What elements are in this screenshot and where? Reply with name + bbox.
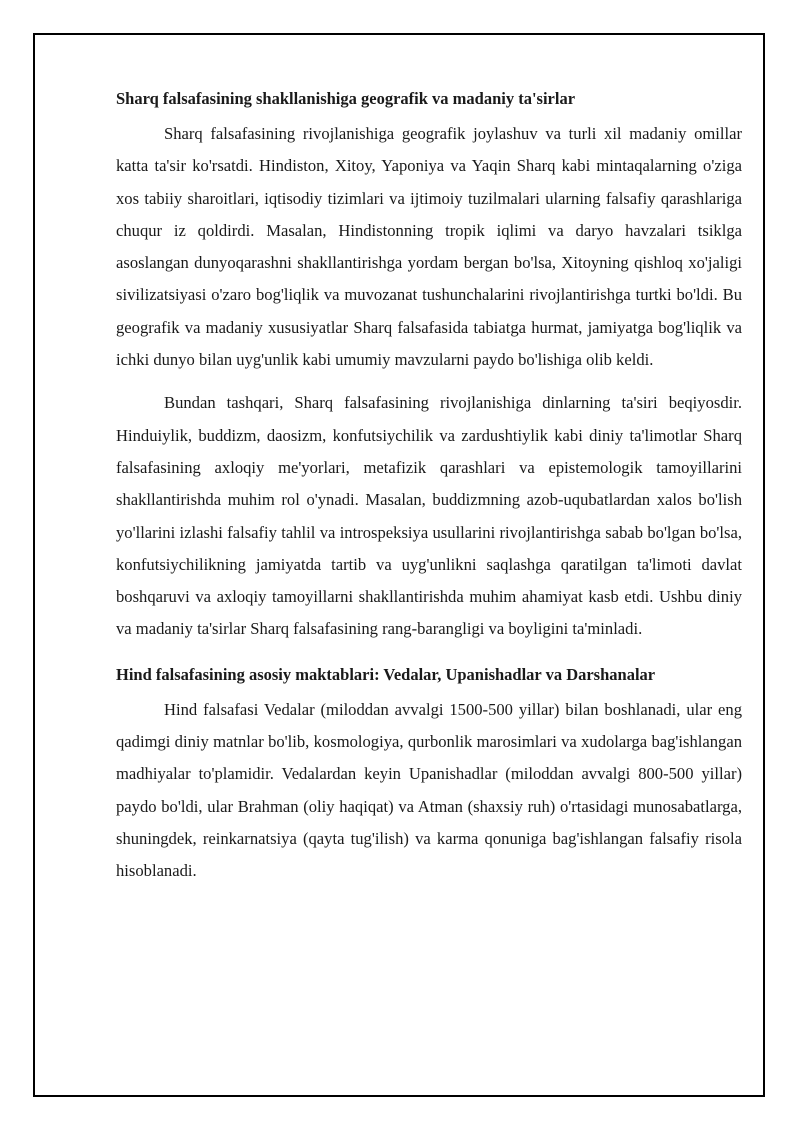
section-heading-indian-philosophy-schools: Hind falsafasining asosiy maktablari: Vedalar, Upanishadlar va Darshanalar bbox=[116, 664, 656, 684]
paragraph-vedas-upanishads: Hind falsafasi Vedalar (miloddan avvalgi 1500-500 yillar) bilan boshlanadi, ular eng qadimgi diniy matnlar bo'lib, kosmologiya, qurbonlik marosimlari va xudolarga bag'ishlangan madhiyalar to'plamidir. Vedalardan keyin Upanishadlar (miloddan avvalgi 800-500 yillar) paydo bo'ldi, ular Brahman (oliy haqiqat) va Atman (shaxsiy ruh) o'rtasidagi munosabatlarga, shuningdek, reinkarnatsiya (qayta tug'ilish) va karma qonuniga bag'ishlangan falsafiy risola hisoblanadi. bbox=[116, 699, 742, 881]
paragraph-geographic-influences: Sharq falsafasining rivojlanishiga geografik joylashuv va turli xil madaniy omillar katta ta'sir ko'rsatdi. Hindiston, Xitoy, Yaponiya va Yaqin Sharq kabi mintaqalarning o'ziga xos tabiiy sharoitlari, iqtisodiy tizimlari va ijtimoiy tuzilmalari ularning falsafiy qarashlariga chuqur iz qoldirdi. Masalan, Hindistonning tropik iqlimi va daryo havzalari tsiklga asoslangan dunyoqarashni shakllantirishga yordam bergan bo'lsa, Xitoyning qishloq xo'jaligi sivilizatsiyasi o'zaro bog'liqlik va muvozanat tushunchalarini rivojlantirishga turtki bo'ldi. Bu geografik va madaniy xususiyatlar Sharq falsafasida tabiatga hurmat, jamiyatga bog'liqlik va ichki dunyo bilan uyg'unlik kabi umumiy mavzularni paydo bo'lishiga olib keldi. bbox=[116, 124, 742, 370]
document-body bbox=[116, 84, 742, 888]
section-heading-geographic-cultural-influences: Sharq falsafasining shakllanishiga geografik va madaniy ta'sirlar bbox=[116, 89, 576, 108]
paragraph-religious-influences: Bundan tashqari, Sharq falsafasining rivojlanishiga dinlarning ta'siri beqiyosdir. Hinduiylik, buddizm, daosizm, konfutsiychilik va zardushtiylik kabi diniy ta'limotlar Sharq falsafasining axloqiy me'yorlari, metafizik qarashlari va epistemologik tamoyillarini shakllantirishda muhim rol o'ynadi. Masalan, buddizmning azob-uqubatlardan xalos bo'lish yo'llarini izlashi falsafiy tahlil va introspeksiya usullarini rivojlantirishga sabab bo'lgan bo'lsa, konfutsiychilikning jamiyatda tartib va uyg'unlikni saqlashga qaratilgan ta'limoti davlat boshqaruvi va axloqiy tamoyillarni shakllantirishda muhim ahamiyat kasb etdi. Ushbu diniy va madaniy ta'sirlar Sharq falsafasining rang-barangligi va boyligini ta'minladi. bbox=[116, 393, 742, 639]
